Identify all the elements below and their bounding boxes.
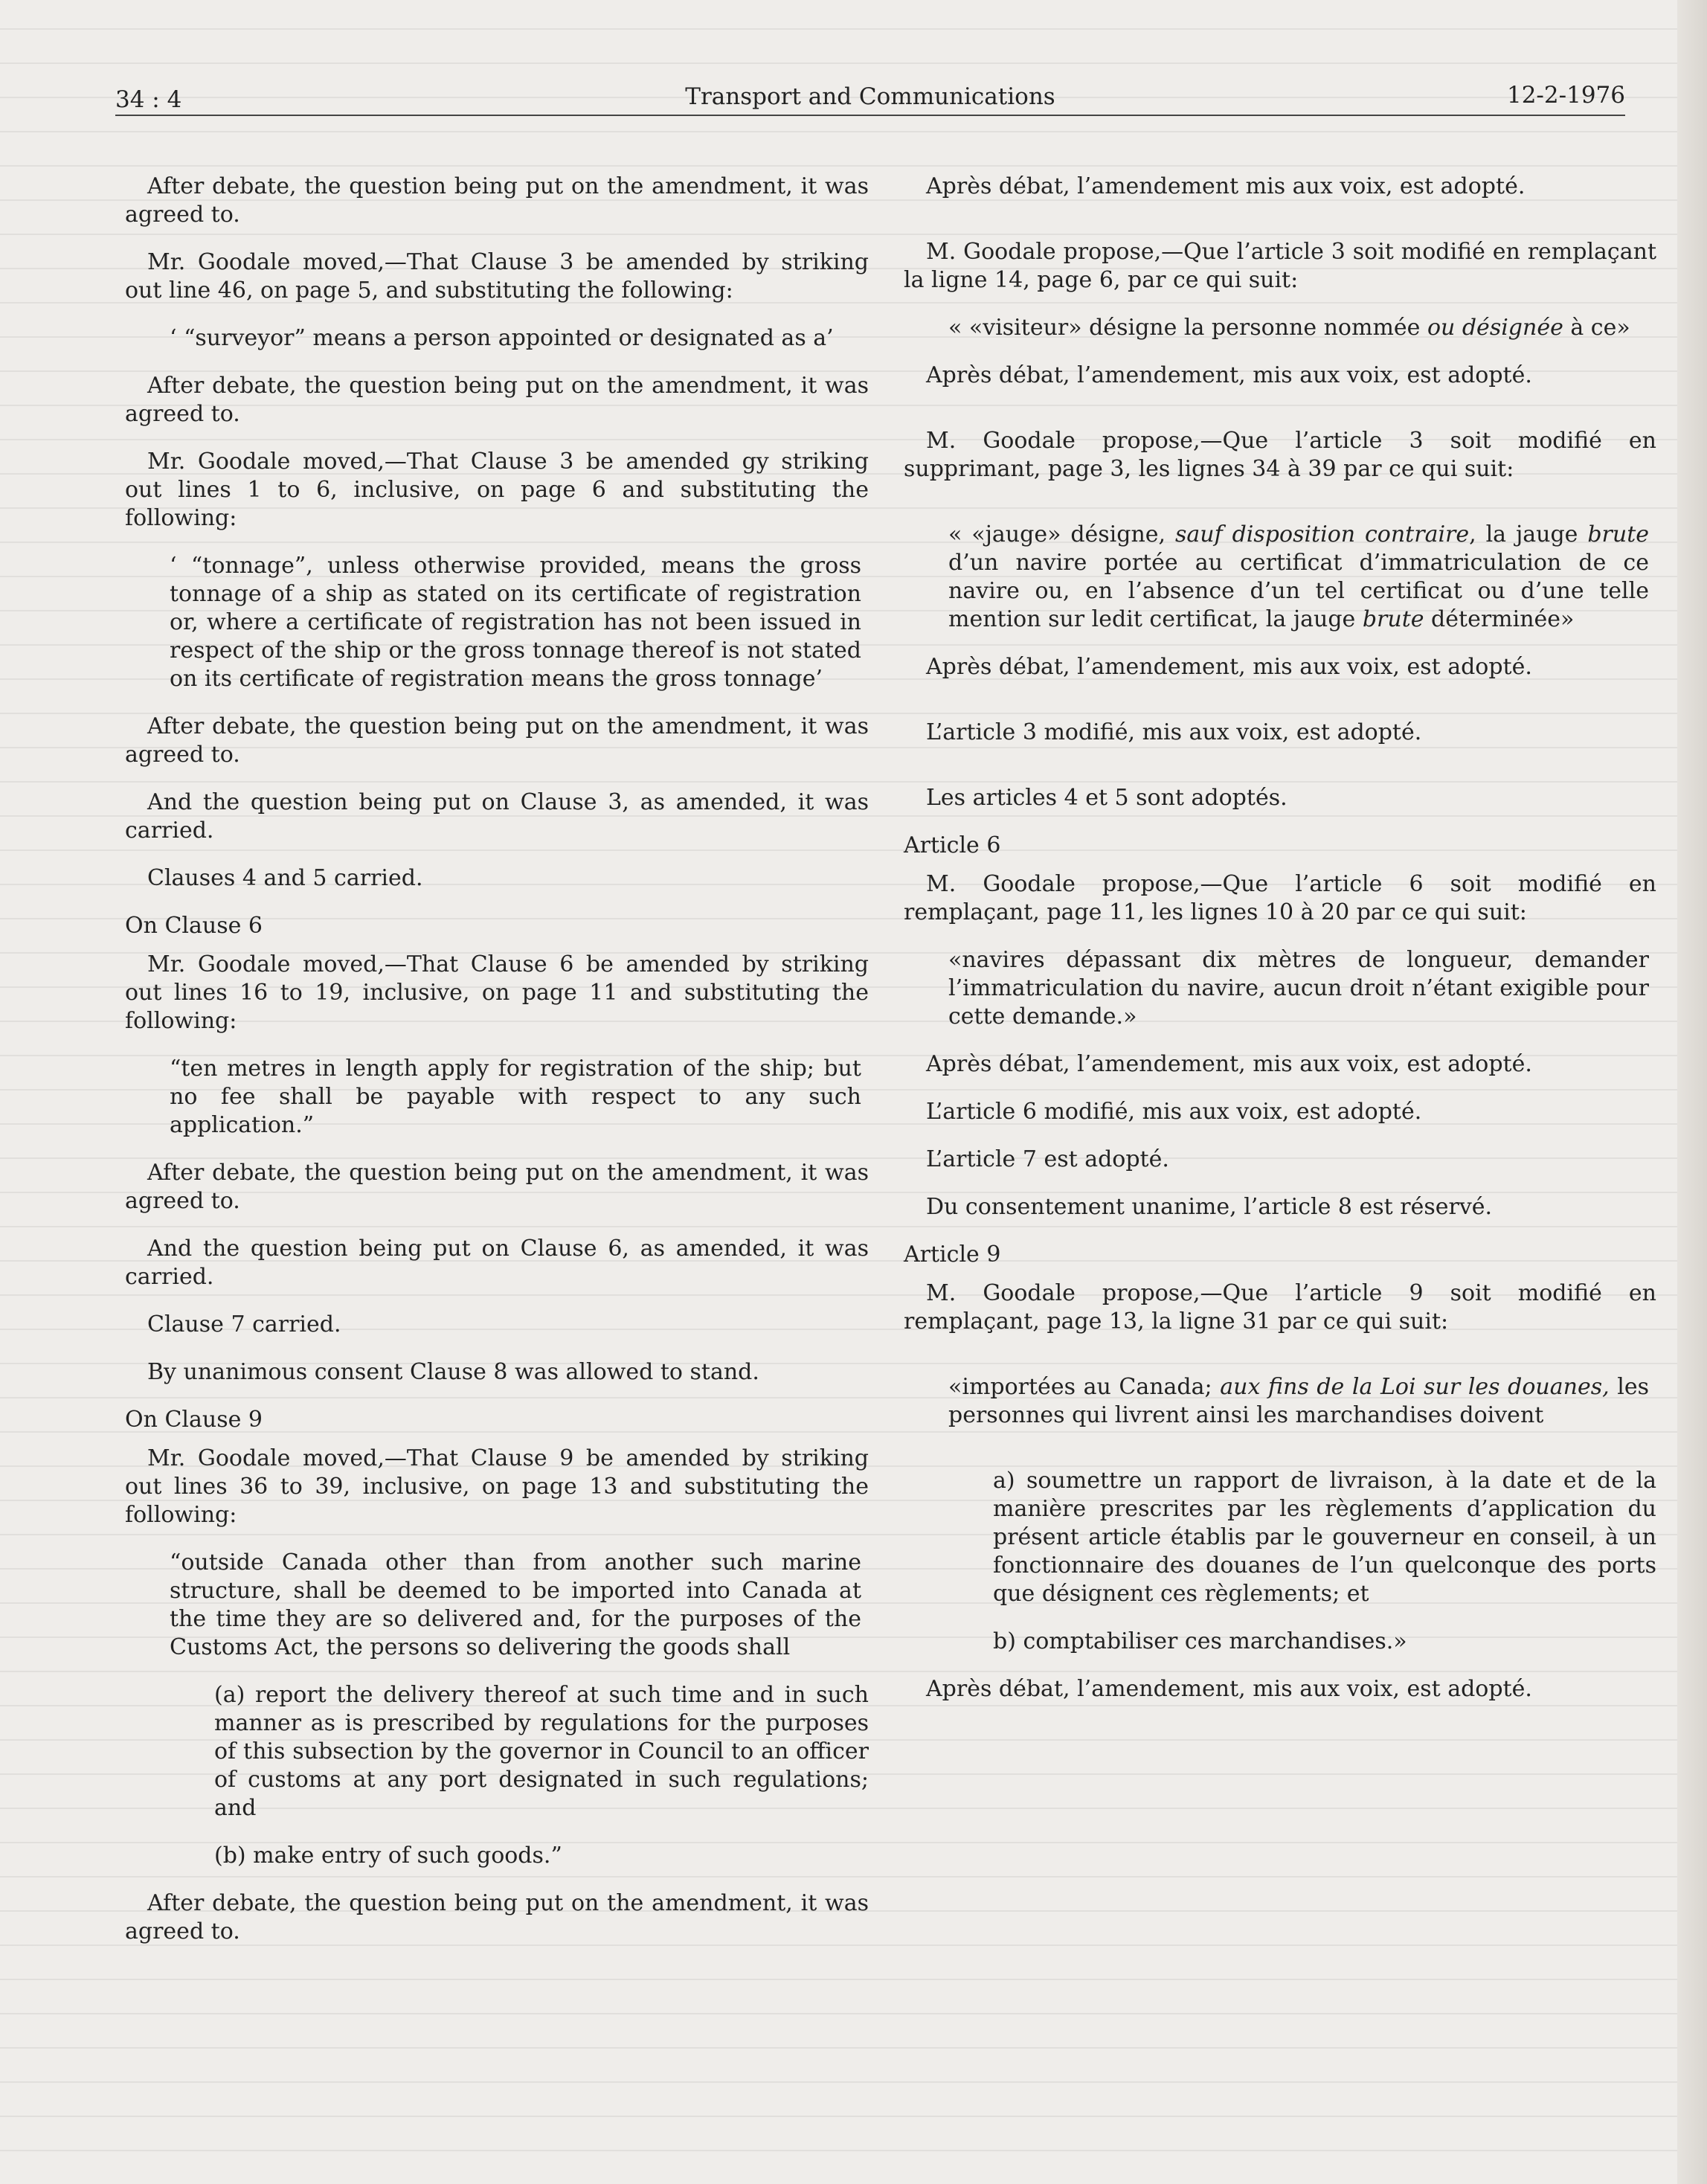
- header-date: 12-2-1976: [1506, 82, 1625, 109]
- paragraph: Après débat, l’amendement, mis aux voix, est adopté.: [926, 654, 1532, 680]
- paragraph: Après débat, l’amendement, mis aux voix, est adopté.: [926, 362, 1532, 388]
- quoted-subparagraph: (b) make entry of such goods.”: [214, 1843, 562, 1869]
- paragraph: Après débat, l’amendement mis aux voix, est adopté.: [926, 173, 1526, 199]
- quoted-amendment: « «visiteur» désigne la personne nommée ou désignée à ce»: [948, 315, 1630, 341]
- quoted-subparagraph: a) soumettre un rapport de livraison, à la date et de la manière prescrites par les règlements d’application du présent article établis par le gouverneur en conseil, à un fonctionnaire des douanes de l’un quelconque des ports que désignent ces règlements; et: [993, 1468, 1656, 1607]
- paragraph: Mr. Goodale moved,—That Clause 3 be amended gy striking out lines 1 to 6, inclusive, on page 6 and substituting the following:: [125, 449, 869, 531]
- paragraph: After debate, the question being put on the amendment, it was agreed to.: [125, 1160, 869, 1214]
- quoted-amendment: ‘ “surveyor” means a person appointed or designated as a’: [170, 325, 834, 351]
- paragraph: After debate, the question being put on the amendment, it was agreed to.: [125, 173, 869, 228]
- quoted-amendment: «navires dépassant dix mètres de longueur, demander l’immatriculation du navire, aucun droit n’étant exigible pour cette demande.»: [948, 947, 1649, 1030]
- quoted-subparagraph: b) comptabiliser ces marchandises.»: [993, 1628, 1407, 1654]
- paragraph: After debate, the question being put on the amendment, it was agreed to.: [125, 713, 869, 768]
- paragraph: Après débat, l’amendement, mis aux voix, est adopté.: [926, 1051, 1532, 1077]
- quoted-amendment: «importées au Canada; aux fins de la Loi sur les douanes, les personnes qui livrent ainsi les marchandises doivent: [948, 1374, 1650, 1428]
- page-number: 34 : 4: [115, 86, 182, 113]
- running-title: Transport and Communications: [685, 83, 1055, 110]
- paragraph: L’article 7 est adopté.: [926, 1146, 1169, 1172]
- paragraph: Mr. Goodale moved,—That Clause 6 be amended by striking out lines 16 to 19, inclusive, on page 11 and substituting the following:: [125, 951, 869, 1034]
- paragraph: Mr. Goodale moved,—That Clause 3 be amended by striking out line 46, on page 5, and substituting the following:: [125, 249, 869, 303]
- paragraph: L’article 6 modifié, mis aux voix, est adopté.: [926, 1099, 1422, 1125]
- paragraph: M. Goodale propose,—Que l’article 6 soit modifié en remplaçant, page 11, les lignes 10 à 20 par ce qui suit:: [904, 871, 1656, 925]
- paragraph: L’article 3 modifié, mis aux voix, est adopté.: [926, 719, 1422, 745]
- quoted-subparagraph: (a) report the delivery thereof at such time and in such manner as is prescribed by regulations for the purposes of this subsection by the governor in Council to an officer of customs at any port designated in such regulations; and: [214, 1682, 869, 1821]
- paragraph: And the question being put on Clause 3, as amended, it was carried.: [125, 789, 869, 844]
- paragraph: Mr. Goodale moved,—That Clause 9 be amended by striking out lines 36 to 39, inclusive, on page 13 and substituting the following:: [125, 1445, 869, 1528]
- english-column: [125, 173, 869, 1965]
- paragraph: M. Goodale propose,—Que l’article 3 soit modifié en supprimant, page 3, les lignes 34 à 39 par ce qui suit:: [904, 428, 1656, 482]
- paragraph: M. Goodale propose,—Que l’article 3 soit modifié en remplaçant la ligne 14, page 6, par ce qui suit:: [904, 239, 1656, 293]
- section-heading: On Clause 6: [125, 913, 263, 939]
- section-heading: On Clause 9: [125, 1407, 263, 1433]
- paragraph: Du consentement unanime, l’article 8 est réservé.: [926, 1194, 1493, 1220]
- paragraph: Clauses 4 and 5 carried.: [147, 865, 423, 891]
- section-heading: Article 9: [904, 1242, 1001, 1268]
- paragraph: M. Goodale propose,—Que l’article 9 soit modifié en remplaçant, page 13, la ligne 31 par ce qui suit:: [904, 1280, 1656, 1335]
- paragraph: And the question being put on Clause 6, as amended, it was carried.: [125, 1236, 869, 1290]
- paragraph: Après débat, l’amendement, mis aux voix, est adopté.: [926, 1676, 1532, 1702]
- section-heading: Article 6: [904, 832, 1001, 858]
- page-header: [115, 80, 1625, 116]
- french-column: [904, 173, 1656, 1723]
- paragraph: Les articles 4 et 5 sont adoptés.: [926, 785, 1288, 811]
- paragraph: After debate, the question being put on the amendment, it was agreed to.: [125, 373, 869, 427]
- page-edge: [1677, 0, 1707, 2184]
- quoted-amendment: “ten metres in length apply for registration of the ship; but no fee shall be payable with respect to any such application.”: [170, 1056, 861, 1138]
- paragraph: By unanimous consent Clause 8 was allowed to stand.: [147, 1359, 759, 1385]
- quoted-amendment: ‘ “tonnage”, unless otherwise provided, means the gross tonnage of a ship as stated on its certificate of registration or, where a certificate of registration has not been issued in respect of the ship or the gross tonnage thereof is not stated on its certificate of registration means the gross tonnage’: [170, 553, 861, 692]
- quoted-amendment: “outside Canada other than from another such marine structure, shall be deemed to be imported into Canada at the time they are so delivered and, for the purposes of the Customs Act, the persons so delivering the goods shall: [170, 1549, 861, 1660]
- paragraph: Clause 7 carried.: [147, 1311, 341, 1337]
- quoted-amendment: « «jauge» désigne, sauf disposition contraire, la jauge brute d’un navire portée au certificat d’immatriculation de ce navire ou, en l’absence d’un tel certificat ou d’une telle mention sur ledit certificat, la jauge brute déterminée»: [948, 521, 1650, 632]
- paragraph: After debate, the question being put on the amendment, it was agreed to.: [125, 1890, 869, 1944]
